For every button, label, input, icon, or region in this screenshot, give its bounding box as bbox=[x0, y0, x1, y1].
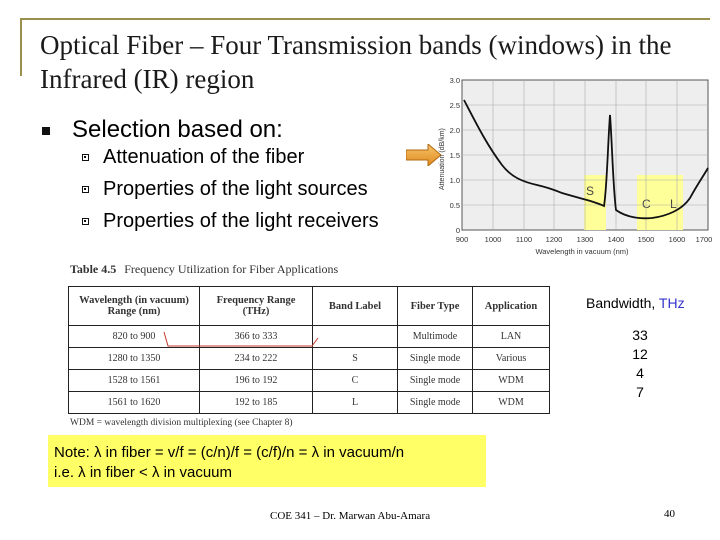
svg-text:1600: 1600 bbox=[668, 235, 686, 244]
svg-text:0.5: 0.5 bbox=[449, 201, 460, 210]
band-label: S bbox=[586, 184, 595, 198]
bandwidth-value: 33 bbox=[632, 327, 648, 343]
hollow-square-bullet-icon bbox=[82, 218, 89, 225]
x-axis-label: Wavelength in vacuum (nm) bbox=[535, 247, 629, 256]
sub-bullet-light-sources bbox=[82, 178, 368, 201]
main-bullet bbox=[42, 116, 283, 144]
svg-text:1000: 1000 bbox=[484, 235, 502, 244]
page-number: 40 bbox=[664, 508, 675, 520]
svg-text:1100: 1100 bbox=[515, 235, 533, 244]
svg-text:1200: 1200 bbox=[545, 235, 563, 244]
table-header: Fiber Type bbox=[398, 287, 473, 326]
svg-text:1.5: 1.5 bbox=[449, 151, 460, 160]
bandwidth-unit: THz bbox=[658, 295, 685, 311]
sub-bullet-attenuation bbox=[82, 146, 304, 169]
svg-text:1700: 1700 bbox=[695, 235, 712, 244]
table-header: Wavelength (in vacuum) Range (nm) bbox=[69, 287, 200, 326]
bandwidth-value: 12 bbox=[632, 346, 648, 362]
bandwidth-label: Bandwidth, THz bbox=[586, 295, 685, 311]
slide-footer: COE 341 – Dr. Marwan Abu-Amara bbox=[270, 510, 431, 522]
sub-bullet-text: Attenuation of the fiber bbox=[103, 146, 305, 168]
note-line: Note: λ in fiber = v/f = (c/n)/f = (c/f)/n = λ in vacuum/n bbox=[54, 444, 405, 461]
hollow-square-bullet-icon bbox=[82, 186, 89, 193]
table-row: 1561 to 1620 192 to 185 L Single mode WDM bbox=[69, 392, 550, 414]
main-bullet-text: Selection based on: bbox=[72, 116, 283, 143]
table-caption: Table 4.5 Frequency Utilization for Fiber Applications bbox=[70, 262, 339, 276]
table-header: Band Label bbox=[313, 287, 398, 326]
band-label: L bbox=[670, 197, 677, 211]
svg-text:3.0: 3.0 bbox=[449, 76, 460, 85]
svg-text:1300: 1300 bbox=[576, 235, 594, 244]
table-footnote: WDM = wavelength division multiplexing (see Chapter 8) bbox=[70, 418, 293, 428]
x-axis-ticks bbox=[456, 235, 712, 244]
svg-text:900: 900 bbox=[455, 235, 469, 244]
band-label: C bbox=[642, 197, 651, 211]
table-header: Application bbox=[473, 287, 550, 326]
svg-text:1.0: 1.0 bbox=[449, 176, 460, 185]
attenuation-graph bbox=[432, 70, 712, 260]
table-header: Frequency Range (THz) bbox=[200, 287, 313, 326]
y-axis-ticks bbox=[450, 76, 460, 235]
table-row: 1528 to 1561 196 to 192 C Single mode WDM bbox=[69, 370, 550, 392]
y-axis-label: Attenuation (dB/km) bbox=[439, 128, 446, 190]
slide-border-top bbox=[20, 18, 710, 20]
sub-bullet-text: Properties of the light sources bbox=[103, 178, 368, 200]
hollow-square-bullet-icon bbox=[82, 154, 89, 161]
note-line: i.e. λ in fiber < λ in vacuum bbox=[54, 464, 232, 481]
table-row: 820 to 900 366 to 333 Multimode LAN bbox=[69, 326, 550, 348]
bandwidth-value: 7 bbox=[636, 384, 644, 400]
frequency-table-image bbox=[66, 260, 576, 440]
sub-bullet-text: Properties of the light receivers bbox=[103, 210, 379, 232]
square-bullet-icon bbox=[42, 127, 50, 135]
svg-text:1500: 1500 bbox=[637, 235, 655, 244]
slide-border-left bbox=[20, 18, 22, 76]
sub-bullet-light-receivers bbox=[82, 210, 379, 233]
slide-title: Optical Fiber – Four Transmission bands (windows) in the Infrared (IR) region bbox=[40, 30, 672, 94]
annotation-line bbox=[162, 330, 322, 354]
bandwidth-value: 4 bbox=[636, 365, 644, 381]
bandwidth-values bbox=[620, 326, 660, 402]
svg-text:2.0: 2.0 bbox=[449, 126, 460, 135]
svg-text:2.5: 2.5 bbox=[449, 101, 460, 110]
svg-text:1400: 1400 bbox=[607, 235, 625, 244]
note-box bbox=[48, 435, 486, 487]
svg-text:0: 0 bbox=[455, 226, 460, 235]
table-row: 1280 to 1350 234 to 222 S Single mode Various bbox=[69, 348, 550, 370]
